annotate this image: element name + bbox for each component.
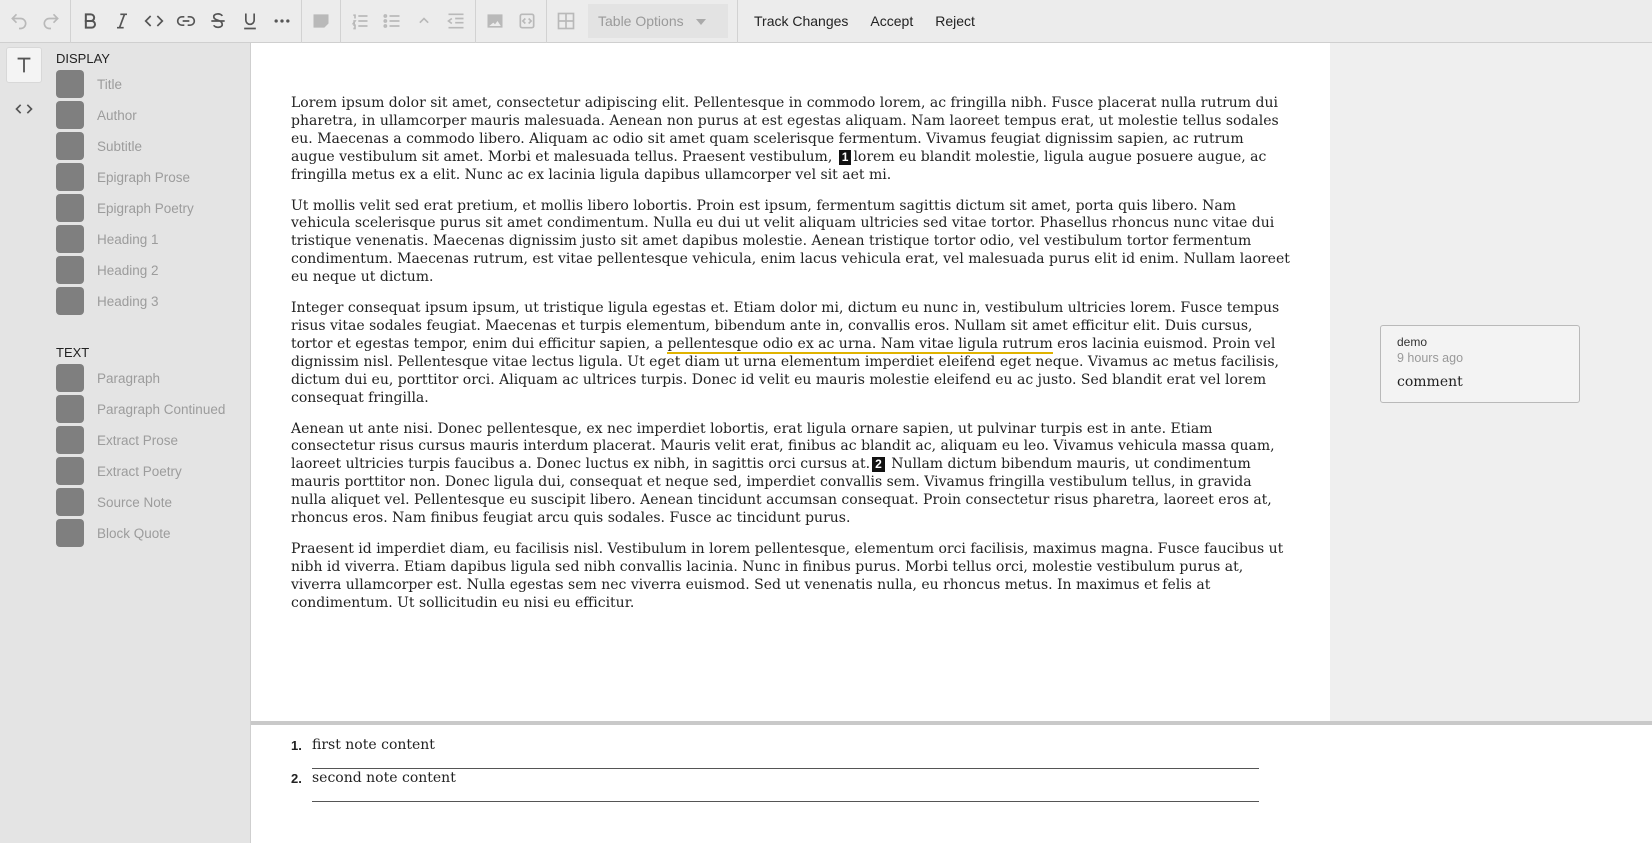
- underline-icon[interactable]: [234, 5, 266, 37]
- style-item-author[interactable]: [56, 100, 246, 130]
- style-item-label: Paragraph Continued: [97, 401, 226, 417]
- bold-icon[interactable]: [74, 5, 106, 37]
- style-swatch: [56, 364, 84, 392]
- style-item-title[interactable]: [56, 69, 246, 99]
- comments-column: [1330, 43, 1652, 723]
- inline-format-group: [71, 0, 302, 43]
- style-item-heading-1[interactable]: [56, 224, 246, 254]
- toolbar: [0, 0, 1652, 43]
- style-item-epigraph-poetry[interactable]: [56, 193, 246, 223]
- paragraph-text: Nullam dictum bibendum mauris, ut condimentum mauris porttitor non. Donec ligula dui, consequat et neque sed, imperdiet convallis sem. Vivamus fringilla vestibulum tellus, in gravida nulla aliquet vel. Pellentesque eu suscipit libero. Aenean tincidunt accumsan consequat. Proin consectetur risus pharetra, laoreet eros at, rhoncus eros. Nam finibus feugiat arcu quis sodales. Fusce ac tincidunt purus.: [291, 456, 1272, 527]
- note-marker[interactable]: 1: [839, 150, 852, 165]
- link-icon[interactable]: [170, 5, 202, 37]
- media-group: [476, 0, 547, 43]
- text-heading: TEXT: [56, 345, 90, 360]
- paragraph[interactable]: [291, 198, 1291, 288]
- style-item-block-quote[interactable]: [56, 518, 246, 548]
- table-options-select[interactable]: [588, 4, 728, 38]
- image-icon[interactable]: [479, 5, 511, 37]
- style-swatch: [56, 194, 84, 222]
- more-icon[interactable]: [266, 5, 298, 37]
- paragraph-text: Lorem ipsum dolor sit amet, consectetur adipiscing elit. Pellentesque in commodo lorem, ac fringilla nibh. Fusce placerat nulla rutrum dui pharetra, in ullamcorper mauris malesuada. Aenean non purus at est egestas aliquam. Nam laoreet tempus erat, ut molestie tellus sodales eu. Maecenas a commodo libero. Aliquam ac odio sit amet quam scelerisque fermentum. Vivamus feugiat dignissim sapien, ac rutrum augue vestibulum sit amet. Morbi et malesuada tellus. Praesent vestibulum,: [291, 95, 1279, 165]
- style-swatch: [56, 163, 84, 191]
- comment-author: demo: [1397, 335, 1428, 349]
- paragraph-text: lorem eu blandit molestie, ligula augue posuere augue, ac fringilla metus ex a elit. Nunc ac ex lacinia ligula dapibus ullamcorper vel sit aet mi.: [291, 148, 1267, 183]
- style-item-label: Paragraph: [97, 370, 161, 386]
- style-swatch: [56, 457, 84, 485]
- style-item-label: Title: [97, 76, 123, 92]
- notes-area: [251, 725, 1652, 843]
- style-item-extract-prose[interactable]: [56, 425, 246, 455]
- table-group: [547, 0, 738, 43]
- comment-card[interactable]: [1380, 325, 1580, 403]
- redo-icon[interactable]: [35, 5, 67, 37]
- paragraph[interactable]: [291, 421, 1291, 528]
- style-swatch: [56, 101, 84, 129]
- style-swatch: [56, 70, 84, 98]
- document-body[interactable]: [291, 95, 1291, 626]
- italic-icon[interactable]: [106, 5, 138, 37]
- undo-icon[interactable]: [3, 5, 35, 37]
- note-content[interactable]: second note content: [312, 770, 1259, 802]
- editor-page: [251, 43, 1330, 723]
- style-item-label: Heading 2: [97, 262, 159, 278]
- note-icon[interactable]: [305, 5, 337, 37]
- style-item-paragraph[interactable]: [56, 363, 246, 393]
- text-style-icon[interactable]: [6, 47, 42, 83]
- note-number: 2.: [291, 771, 302, 786]
- paragraph[interactable]: [291, 300, 1291, 407]
- comment-text: comment: [1397, 374, 1463, 390]
- style-item-label: Heading 1: [97, 231, 159, 247]
- paragraph[interactable]: [291, 541, 1291, 613]
- note-group: [302, 0, 341, 43]
- style-swatch: [56, 426, 84, 454]
- style-swatch: [56, 287, 84, 315]
- comment-timestamp: 9 hours ago: [1397, 351, 1464, 365]
- lift-icon[interactable]: [408, 5, 440, 37]
- table-icon[interactable]: [550, 5, 582, 37]
- style-item-label: Extract Poetry: [97, 463, 182, 479]
- style-item-label: Epigraph Prose: [97, 169, 191, 185]
- style-swatch: [56, 488, 84, 516]
- commented-text[interactable]: pellentesque odio ex ac urna. Nam vitae ligula rutrum: [667, 335, 1053, 352]
- history-group: [0, 0, 71, 43]
- style-swatch: [56, 395, 84, 423]
- left-rail: [0, 43, 48, 843]
- style-panel: [48, 43, 251, 843]
- style-item-subtitle[interactable]: [56, 131, 246, 161]
- reject-button[interactable]: Reject: [935, 13, 975, 29]
- style-swatch: [56, 256, 84, 284]
- note-marker[interactable]: 2: [872, 457, 885, 472]
- style-item-extract-poetry[interactable]: [56, 456, 246, 486]
- note-content[interactable]: first note content: [312, 737, 1259, 769]
- code-view-icon[interactable]: [6, 91, 42, 127]
- style-swatch: [56, 225, 84, 253]
- style-item-heading-2[interactable]: [56, 255, 246, 285]
- style-item-paragraph-continued[interactable]: [56, 394, 246, 424]
- table-options-label: Table Options: [598, 13, 684, 29]
- equation-icon[interactable]: [511, 5, 543, 37]
- style-swatch: [56, 519, 84, 547]
- list-group: [341, 0, 476, 43]
- paragraph-text: Aenean ut ante nisi. Donec pellentesque, ex nec imperdiet lobortis, erat ligula ornare sapien, ut pulvinar turpis est in ante. Etiam consectetur risus cursus mauris interdum placerat. Mauris velit erat, finibus ac blandit ac, aliquam eu leo. Vivamus vehicula massa quam, laoreet ultricies turpis faucibus a. Donec luctus ex nibh, in sagittis orci cursus at.: [291, 420, 1275, 473]
- chevron-down-icon: [696, 19, 706, 25]
- code-icon[interactable]: [138, 5, 170, 37]
- track-changes-button[interactable]: Track Changes: [754, 13, 849, 29]
- style-item-source-note[interactable]: [56, 487, 246, 517]
- outdent-icon[interactable]: [440, 5, 472, 37]
- style-item-label: Heading 3: [97, 293, 159, 309]
- bullet-list-icon[interactable]: [376, 5, 408, 37]
- strikethrough-icon[interactable]: [202, 5, 234, 37]
- display-heading: DISPLAY: [56, 51, 110, 66]
- paragraph-text: eros lacinia euismod. Proin vel dignissim nisl. Pellentesque vitae lectus ligula. Ut eget diam ut urna elementum imperdiet eleifend eget neque. Vivamus ac metus facilisis, dictum dui eu, porttitor orci. Aliquam ac ultrices turpis. Donec id velit eu mauris molestie eleifend eu ac justo. Sed blandit erat vel lorem consequat fringilla.: [291, 335, 1279, 406]
- style-item-label: Author: [97, 107, 137, 123]
- style-item-label: Epigraph Poetry: [97, 200, 194, 216]
- paragraph-text: Ut mollis velit sed erat pretium, et mollis libero lobortis. Proin est ipsum, fermentum sagittis dictum sit amet, porta quis libero. Nam vehicula scelerisque purus sit amet condimentum. Nulla eu dui ut velit aliquam ultricies sed vitae tortor. Phasellus rhoncus nunc vitae dui tristique venenatis. Maecenas dignissim justo sit amet dapibus molestie. Aenean tristique tortor odio, vel vestibulum tortor fermentum condimentum. Maecenas rutrum, est vitae pellentesque vehicula, enim lacus vehicula erat, vel malesuada purus elit id enim. Nullam laoreet eu neque ut dictum.: [291, 197, 1290, 286]
- accept-button[interactable]: Accept: [870, 13, 914, 29]
- paragraph[interactable]: [291, 95, 1291, 185]
- style-swatch: [56, 132, 84, 160]
- note-number: 1.: [291, 738, 302, 753]
- track-changes-group: [738, 0, 986, 43]
- style-item-heading-3[interactable]: [56, 286, 246, 316]
- style-item-label: Block Quote: [97, 525, 171, 541]
- paragraph-text: Praesent id imperdiet diam, eu facilisis nisl. Vestibulum in lorem pellentesque, elementum orci facilisis, maximus magna. Fusce faucibus ut nibh id viverra. Etiam dapibus ligula sed nibh convallis lacinia. Nunc in finibus purus. Morbi tellus orci, molestie vestibulum purus at, viverra ullamcorper est. Nulla egestas sem nec viverra euismod. Sed ut venenatis nulla, eu rhoncus metus. In maximus et felis at condimentum. Ut sollicitudin eu nisi eu efficitur.: [291, 540, 1284, 611]
- ordered-list-icon[interactable]: [344, 5, 376, 37]
- style-item-label: Extract Prose: [97, 432, 179, 448]
- style-item-label: Source Note: [97, 494, 173, 510]
- style-item-epigraph-prose[interactable]: [56, 162, 246, 192]
- paragraph-text: Integer consequat ipsum ipsum, ut tristique ligula egestas et. Etiam dolor mi, dictum eu nunc in, vestibulum ultricies lorem. Fusce tempus risus vitae sodales feugiat. Maecenas et turpis elementum, bibendum ante in, convallis eros. Nullam sit amet efficitur elit. Duis cursus, tortor et egestas tempor, enim dui efficitur sapien, a: [291, 300, 1280, 352]
- style-item-label: Subtitle: [97, 138, 143, 154]
